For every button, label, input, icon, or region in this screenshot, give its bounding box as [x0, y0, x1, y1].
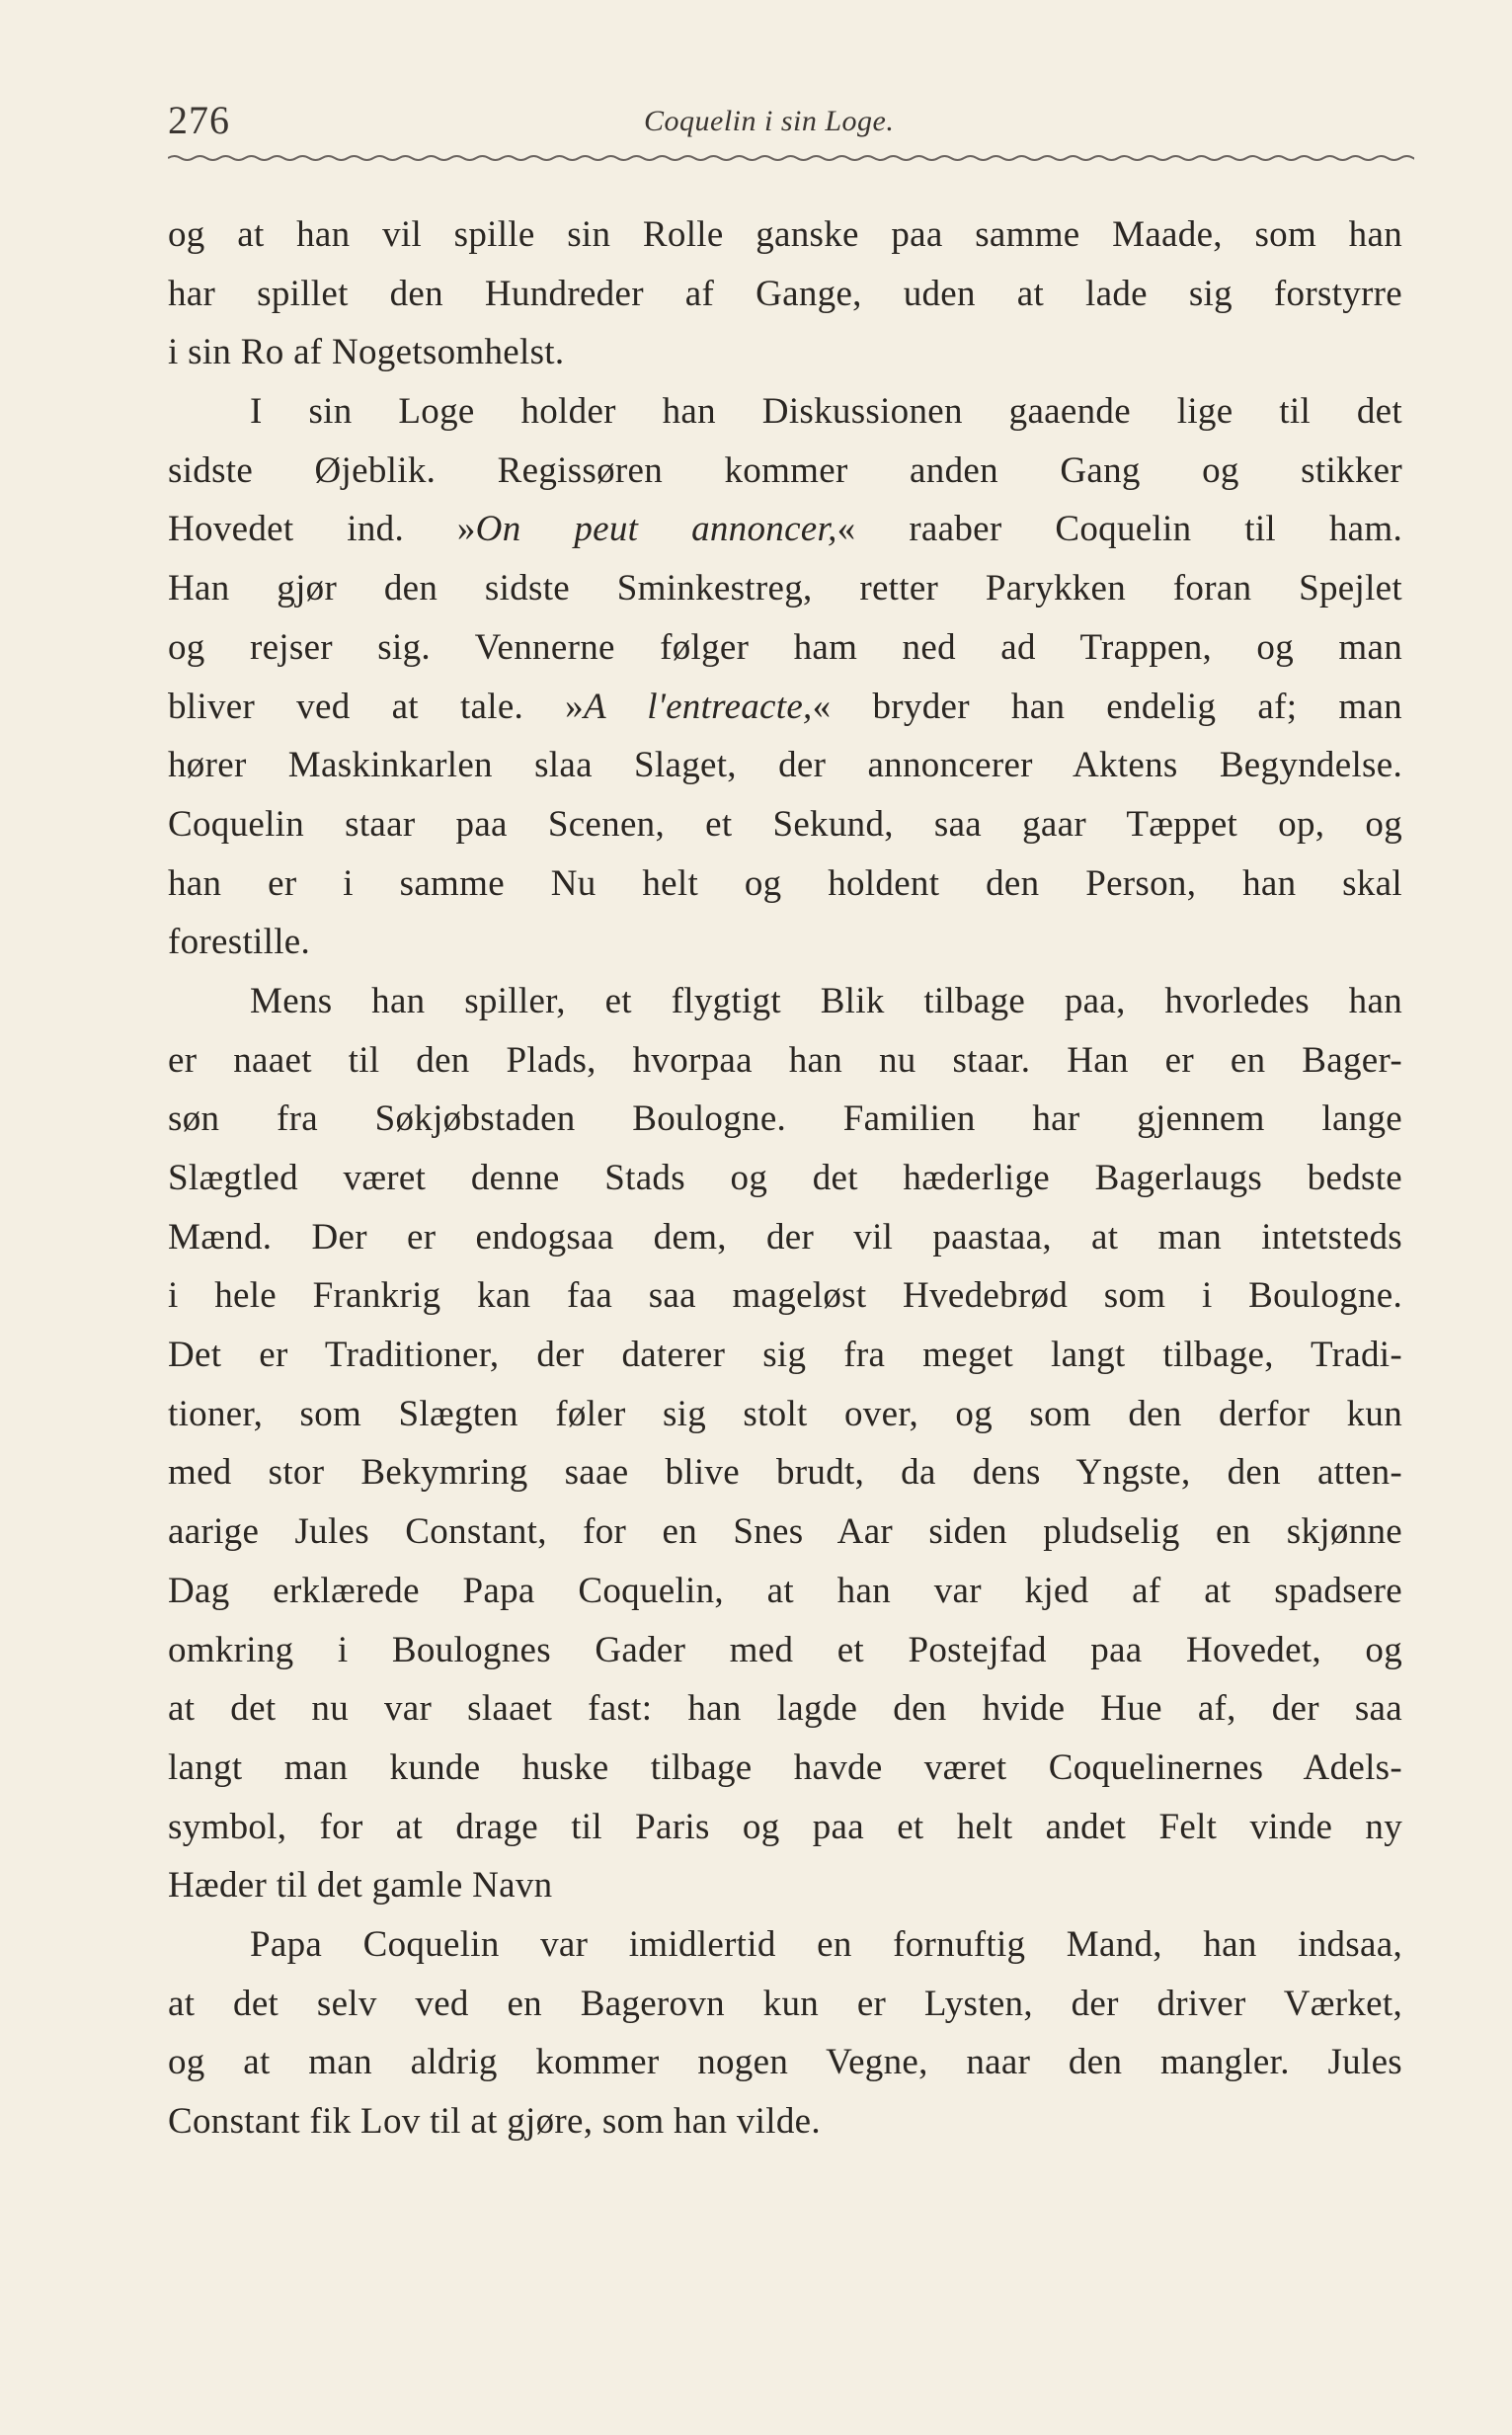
text-line: Han gjør den sidste Sminkestreg, retter Parykken foran Spejlet: [168, 568, 1402, 609]
page-number: 276: [168, 98, 230, 142]
text-line: i hele Frankrig kan faa saa mageløst Hvedebrød som i Boulogne.: [168, 1275, 1402, 1317]
text-line: har spillet den Hundreder af Gange, uden at lade sig forstyrre: [168, 273, 1402, 314]
line-segment: « raaber Coquelin til ham.: [836, 509, 1402, 550]
text-line: symbol, for at drage til Paris og paa et helt andet Felt vinde ny: [168, 1806, 1402, 1847]
text-line: at det selv ved en Bagerovn kun er Lysten, der driver Værket,: [168, 1983, 1402, 2024]
text-line: med stor Bekymring saae blive brudt, da dens Yngste, den atten-: [168, 1452, 1402, 1494]
text-line: Hæder til det gamle Navn: [168, 1865, 553, 1907]
text-line: at det nu var slaaet fast: han lagde den hvide Hue af, der saa: [168, 1688, 1402, 1730]
text-line: [168, 678, 1402, 737]
text-line: tioner, som Slægten føler sig stolt over, og som den derfor kun: [168, 1393, 1402, 1434]
text-line: [168, 500, 1402, 559]
text-line: aarige Jules Constant, for en Snes Aar siden pludselig en skjønne: [168, 1511, 1402, 1553]
italic-quote: On peut annoncer,: [475, 509, 837, 550]
italic-quote: A l'entreacte,: [583, 686, 813, 727]
text-line: Papa Coquelin var imidlertid en fornuftig Mand, han indsaa,: [250, 1923, 1402, 1965]
text-line: Slægtled været denne Stads og det hæderlige Bagerlaugs bedste: [168, 1158, 1402, 1198]
text-line: langt man kunde huske tilbage havde været Coquelinernes Adels-: [168, 1746, 1402, 1788]
text-line: og rejser sig. Vennerne følger ham ned ad Trappen, og man: [168, 626, 1402, 668]
text-line: sidste Øjeblik. Regissøren kommer anden Gang og stikker: [168, 449, 1402, 491]
text-line: forestille.: [168, 922, 311, 963]
line-segment: bliver ved at tale. »: [168, 686, 584, 727]
text-line: I sin Loge holder han Diskussionen gaaende lige til det: [250, 391, 1402, 433]
text-line: Mænd. Der er endogsaa dem, der vil paastaa, at man intetsteds: [168, 1216, 1402, 1258]
text-line: og at han vil spille sin Rolle ganske paa samme Maade, som han: [168, 214, 1402, 255]
text-line: Coquelin staar paa Scenen, et Sekund, saa gaar Tæppet op, og: [168, 803, 1402, 845]
text-line: Dag erklærede Papa Coquelin, at han var kjed af at spadsere: [168, 1570, 1402, 1611]
text-line: Det er Traditioner, der daterer sig fra meget langt tilbage, Tradi-: [168, 1335, 1402, 1376]
body-text: [168, 205, 1402, 2151]
wavy-rule-ornament: [168, 146, 1414, 170]
text-line: hører Maskinkarlen slaa Slaget, der annoncerer Aktens Begyndelse.: [168, 745, 1402, 786]
line-segment: « bryder han endelig af; man: [812, 686, 1402, 727]
running-title: Coquelin i sin Loge.: [644, 105, 895, 137]
text-line: Constant fik Lov til at gjøre, som han vilde.: [168, 2101, 821, 2142]
text-line: omkring i Boulognes Gader med et Postejfad paa Hovedet, og: [168, 1629, 1402, 1670]
text-line: søn fra Søkjøbstaden Boulogne. Familien har gjennem lange: [168, 1098, 1402, 1140]
text-line: er naaet til den Plads, hvorpaa han nu staar. Han er en Bager-: [168, 1039, 1402, 1081]
text-line: i sin Ro af Nogetsomhelst.: [168, 332, 565, 373]
text-line: og at man aldrig kommer nogen Vegne, naar den mangler. Jules: [168, 2042, 1402, 2083]
text-line: Mens han spiller, et flygtigt Blik tilbage paa, hvorledes han: [250, 980, 1402, 1021]
line-segment: Hovedet ind. »: [168, 509, 476, 550]
text-line: han er i samme Nu helt og holdent den Person, han skal: [168, 862, 1402, 904]
